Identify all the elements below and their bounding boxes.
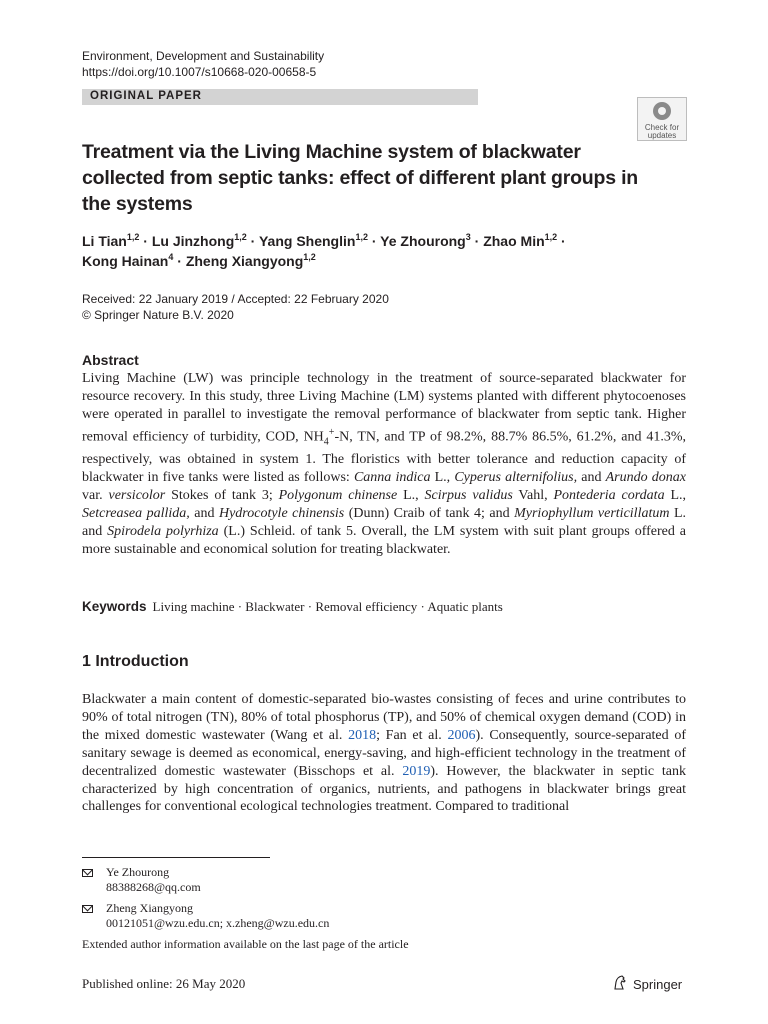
affiliation-mark: 3 xyxy=(465,232,471,242)
springer-horse-icon xyxy=(612,975,628,991)
species-name: Polygonum chinense xyxy=(278,487,398,503)
author-list xyxy=(82,231,682,271)
corresponding-author-1 xyxy=(82,865,482,895)
author-name[interactable]: Ye Zhourong xyxy=(380,233,466,249)
author-name[interactable]: Kong Hainan xyxy=(82,253,169,269)
separator: · xyxy=(246,233,259,249)
article-type-banner xyxy=(82,89,478,105)
publisher-logo xyxy=(612,975,682,992)
abstract-text: L., xyxy=(397,487,425,503)
citation-link[interactable]: 2006 xyxy=(447,727,476,743)
separator: · xyxy=(557,233,566,249)
keywords-list: Living machine · Blackwater · Removal efficiency · Aquatic plants xyxy=(152,599,503,614)
abstract-body xyxy=(82,370,686,559)
species-name: Setcreasea pallida, xyxy=(82,505,190,521)
keywords xyxy=(82,599,503,615)
abstract-text: and xyxy=(577,469,606,485)
badge-line-1: Check for xyxy=(644,123,680,132)
keywords-label: Keywords xyxy=(82,599,147,614)
body-text: ). Consequently, source-separated of sanitary sewage is deemed as economical, energy-saving, and high-efficient technology in the treatment of decentralized domestic wastewater (Bisschops et al. xyxy=(82,727,686,779)
abstract-heading: Abstract xyxy=(82,352,139,368)
affiliation-mark: 1,2 xyxy=(544,232,558,242)
article-type-label: ORIGINAL PAPER xyxy=(90,90,202,102)
affiliation-mark: 1,2 xyxy=(303,252,316,262)
abstract-text: (L.) Schleid. of tank 5. Overall, the LM system with suit plant groups offered a more sustainable and economical solution for treating blackwater. xyxy=(82,523,687,557)
affiliation-mark: 1,2 xyxy=(355,232,368,242)
doi-link[interactable]: https://doi.org/10.1007/s10668-020-00658-5 xyxy=(82,65,317,79)
species-name: Hydrocotyle chinensis xyxy=(218,505,345,521)
author-name[interactable]: Yang Shenglin xyxy=(258,233,356,249)
abstract-text: L., xyxy=(430,469,455,485)
abstract-text: Vahl, xyxy=(512,487,554,503)
body-text: Blackwater a main content of domestic-separated bio-wastes consisting of feces and urine contributes to 90% of total nitrogen (TN), 80% of total phosphorus (TP), and 50% of chemical oxygen demand (COD) in the mixed domestic wastewater (Wang et al. xyxy=(82,692,686,743)
author-name[interactable]: Zhao Min xyxy=(483,233,545,249)
introduction-body xyxy=(82,691,686,816)
separator: · xyxy=(470,233,484,249)
footnote-divider xyxy=(82,857,270,858)
corresponding-author-2 xyxy=(82,901,482,931)
species-name: Scirpus validus xyxy=(424,487,513,503)
journal-header xyxy=(82,48,324,80)
publisher-name: Springer xyxy=(633,977,683,992)
affiliation-mark: 1,2 xyxy=(234,232,247,242)
species-name: Cyperus alternifolius, xyxy=(454,469,578,485)
separator: · xyxy=(139,233,152,249)
check-for-updates-badge[interactable] xyxy=(637,97,687,141)
extended-info-note: Extended author information available on the last page of the article xyxy=(82,937,409,951)
section-heading: 1 Introduction xyxy=(82,653,189,670)
subscript: 4 xyxy=(323,436,329,448)
envelope-icon xyxy=(82,869,93,877)
abstract-text: L. and xyxy=(82,505,687,539)
abstract-text: -N, TN, and TP of 98.2%, 88.7% 86.5%, 61.2%, and 41.3%, respectively, was obtained in system 1. The floristics with better tolerance and reduction capacity of blackwater in five tanks were listed as follows: xyxy=(82,429,687,485)
journal-name: Environment, Development and Sustainability xyxy=(82,49,325,63)
body-text: ; Fan et al. xyxy=(376,727,448,743)
abstract-text: Living Machine (LW) was principle technology in the treatment of source-separated blackwater for resource recovery. In this study, three Living Machine (LM) systems planted with different phytocoenoses were operated in parallel to investigate the removal performance of blackwater from septic tank. Higher removal efficiency of turbidity, COD, NH xyxy=(82,371,686,445)
abstract-text: var. xyxy=(82,487,109,503)
published-date: Published online: 26 May 2020 xyxy=(82,976,246,991)
species-name: Spirodela polyrhiza xyxy=(107,523,219,539)
author-email[interactable]: 88388268@qq.com xyxy=(106,880,201,894)
author-name: Ye Zhourong xyxy=(106,865,170,879)
received-accepted: Received: 22 January 2019 / Accepted: 22 February 2020 xyxy=(82,292,389,306)
species-name: Pontederia cordata xyxy=(553,487,665,503)
affiliation-mark: 1,2 xyxy=(126,232,140,242)
author-name[interactable]: Zheng Xiangyong xyxy=(185,253,304,269)
body-text: ). However, the blackwater in septic tank characterized by high concentration of organics, nutrients, and pathogens in blackwater brings great challenges for conventional ecological technologies treatment. Compared to traditional xyxy=(82,763,687,815)
author-name[interactable]: Lu Jinzhong xyxy=(151,233,235,249)
abstract-text: and xyxy=(189,505,219,521)
abstract-text: L., xyxy=(664,487,686,503)
badge-line-2: updates xyxy=(647,131,677,140)
abstract-text: Stokes of tank 3; xyxy=(165,487,279,503)
species-name: Arundo donax xyxy=(605,469,686,485)
author-email[interactable]: 00121051@wzu.edu.cn; x.zheng@wzu.edu.cn xyxy=(106,916,330,930)
update-icon xyxy=(653,102,671,120)
envelope-icon xyxy=(82,905,93,913)
separator: · xyxy=(367,233,381,249)
author-name: Zheng Xiangyong xyxy=(106,901,193,915)
citation-link[interactable]: 2019 xyxy=(402,763,431,779)
paper-title: Treatment via the Living Machine system of blackwater collected from septic tanks: effect of different plant groups in the systems xyxy=(82,141,639,215)
abstract-text: (Dunn) Craib of tank 4; and xyxy=(344,505,515,521)
citation-link[interactable]: 2018 xyxy=(348,727,377,743)
copyright: © Springer Nature B.V. 2020 xyxy=(82,308,234,322)
article-history xyxy=(82,291,389,323)
species-name: Canna indica xyxy=(353,469,431,485)
species-name: versicolor xyxy=(108,487,166,503)
author-name[interactable]: Li Tian xyxy=(82,233,127,249)
species-name: Myriophyllum verticillatum xyxy=(514,505,670,521)
affiliation-mark: 4 xyxy=(168,252,174,262)
separator: · xyxy=(173,253,186,269)
superscript: + xyxy=(328,426,335,438)
